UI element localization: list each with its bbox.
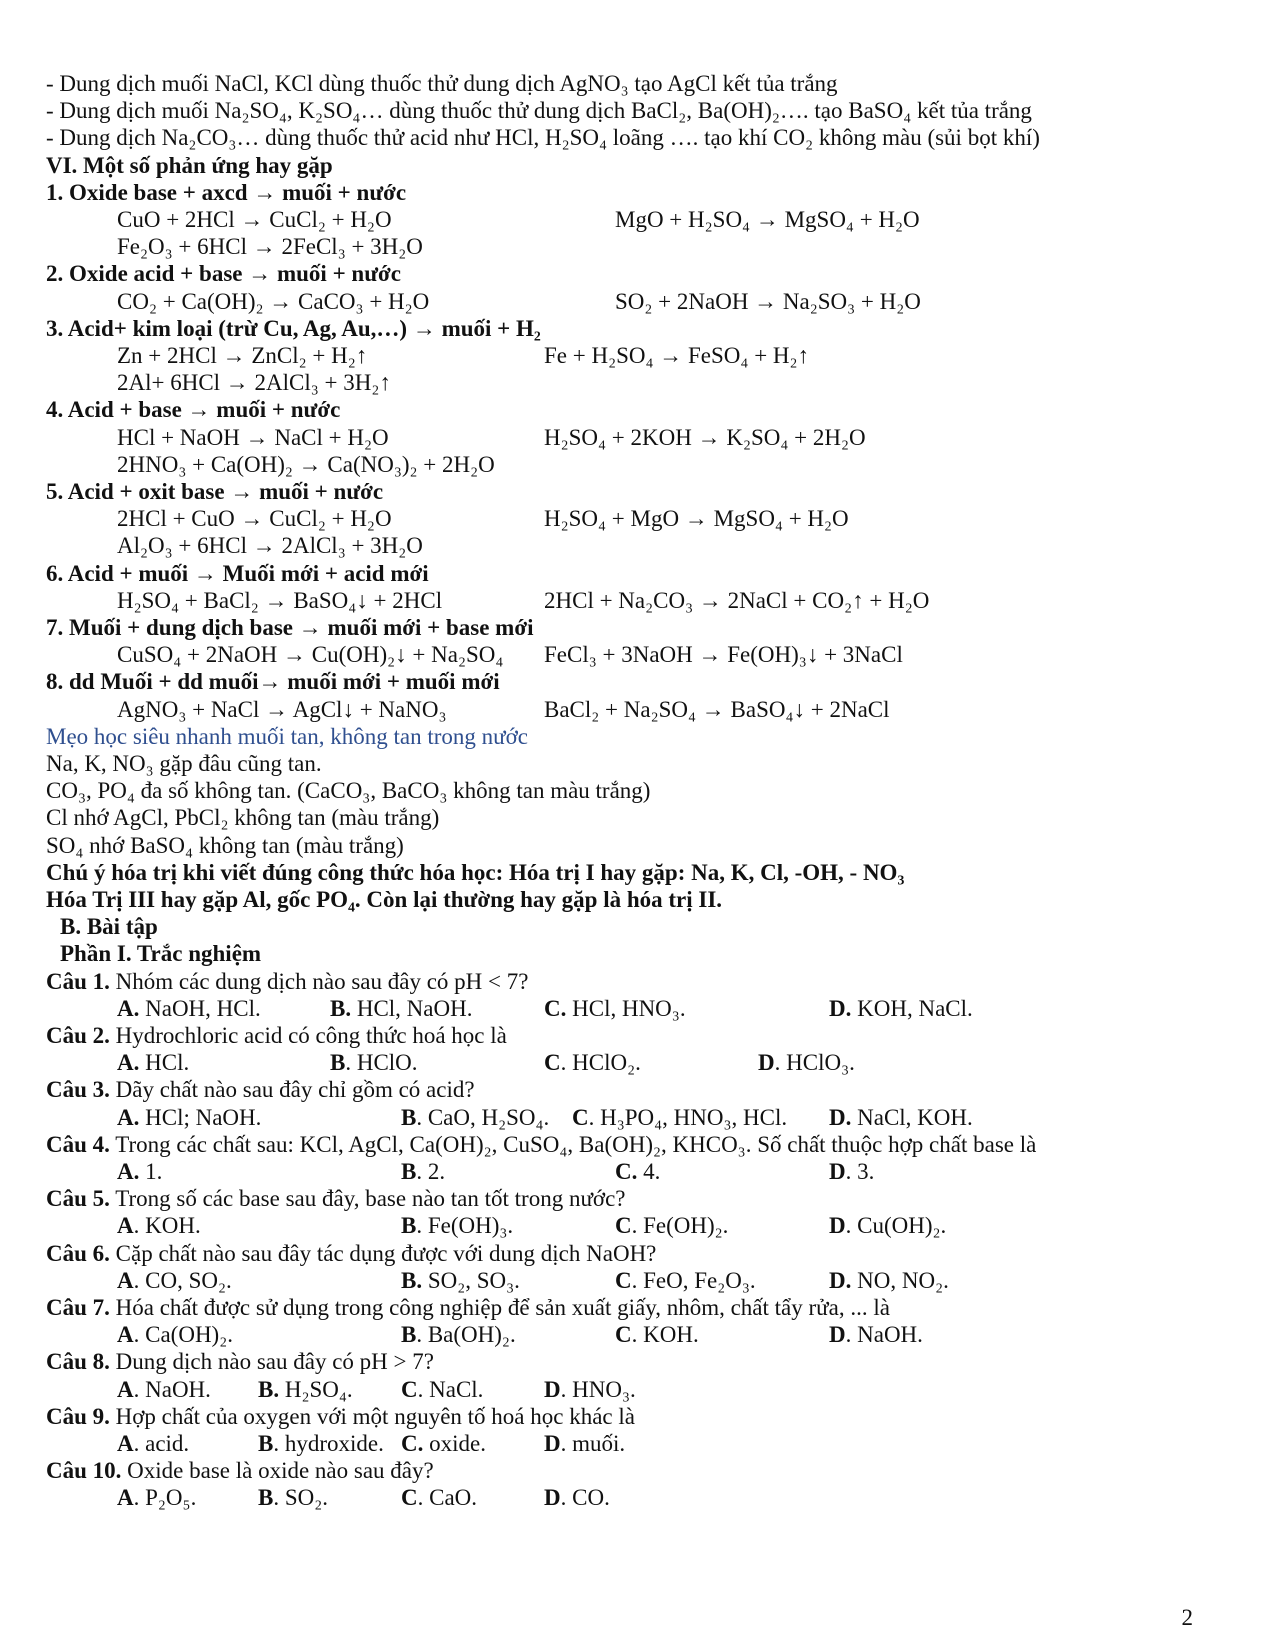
option-letter: C [615,1267,632,1293]
tip-line: Cl nhớ AgCl, PbCl₂ không tan (màu trắng) [46,805,440,831]
valence-note: Chú ý hóa trị khi viết đúng công thức hóa học: Hóa trị I hay gặp: Na, K, Cl, -OH, - NO₃ [46,859,905,885]
answer-option [117,1267,232,1295]
option-text: . HClO. [345,1050,418,1076]
option-letter: A. [117,995,140,1021]
equation: Fe₂O₃ + 6HCl → 2FeCl₃ + 3H₂O [117,234,423,260]
option-text: . acid. [133,1431,190,1456]
option-letter: B. [258,1376,280,1402]
intro-line: - Dung dịch muối Na₂SO₄, K₂SO₄… dùng thuốc thử dung dịch BaCl₂, Ba(OH)₂…. tạo BaSO₄ kết tủa trắng [46,98,1032,124]
option-letter: D [544,1376,561,1402]
option-letter: D [544,1485,561,1511]
option-text: oxide. [423,1431,486,1456]
question-number: Câu 6. [46,1240,110,1266]
answer-option [758,1049,855,1077]
answer-option [829,1321,923,1349]
answer-option [544,995,686,1023]
option-text: . Ba(OH)₂. [416,1322,516,1348]
question-number: Câu 8. [46,1349,110,1375]
option-letter: D. [829,995,852,1021]
option-text: . CaO, H₂SO₄. [416,1104,550,1130]
option-letter: D. [829,1267,852,1293]
option-letter: C [401,1485,418,1511]
option-text: . 3. [845,1159,875,1184]
question-text: Nhóm các dung dịch nào sau đây có pH < 7? [109,968,529,994]
question-stem [46,1457,434,1485]
equation: 2HCl + Na₂CO₃ → 2NaCl + CO₂↑ + H₂O [544,587,930,613]
option-text: . NaCl. [417,1376,484,1402]
reaction-title: 3. Acid+ kim loại (trừ Cu, Ag, Au,…) → muối + H₂ [46,315,541,341]
answer-option [544,1376,636,1404]
option-letter: C [615,1213,632,1239]
option-letter: C. [401,1431,424,1456]
option-text: . P₂O₅. [133,1485,197,1511]
reaction-title: 4. Acid + base → muối + nước [46,397,341,423]
part-heading: Phần I. Trắc nghiệm [60,941,262,967]
equation: BaCl₂ + Na₂SO₄ → BaSO₄↓ + 2NaCl [544,696,890,722]
option-letter: A [117,1431,134,1456]
option-text: . HClO₂. [560,1050,641,1076]
option-text: . CaO. [417,1485,478,1511]
answer-option [829,1267,949,1295]
question-stem [46,1022,507,1050]
equation: MgO + H₂SO₄ → MgSO₄ + H₂O [615,207,920,232]
answer-option [330,995,472,1023]
option-letter: B. [401,1267,423,1293]
option-letter: A. [117,1104,140,1130]
option-letter: A. [117,1050,140,1076]
option-letter: C. [544,995,567,1021]
tip-line: CO₃, PO₄ đa số không tan. (CaCO₃, BaCO₃ không tan màu trắng) [46,778,651,804]
equation: 2HCl + CuO → CuCl₂ + H₂O [117,506,392,532]
answer-option [829,995,973,1023]
option-letter: A [117,1376,134,1402]
question-stem [46,1131,1036,1159]
option-text: . muối. [560,1431,626,1456]
option-letter: A [117,1485,134,1511]
question-text: Dãy chất nào sau đây chỉ gồm có acid? [109,1077,475,1103]
section-heading: VI. Một số phản ứng hay gặp [46,152,333,178]
option-letter: B [401,1104,417,1130]
answer-option [401,1484,477,1512]
option-letter: D [758,1050,775,1076]
question-text: Oxide base là oxide nào sau đây? [121,1458,434,1484]
option-letter: A. [117,1159,140,1184]
tip-line: SO₄ nhớ BaSO₄ không tan (màu trắng) [46,832,404,858]
option-text: . CO, SO₂. [133,1267,232,1293]
question-number: Câu 2. [46,1023,110,1048]
question-number: Câu 3. [46,1077,110,1103]
question-stem [46,1294,890,1322]
option-text: HCl, NaOH. [351,995,473,1021]
equation: SO₂ + 2NaOH → Na₂SO₃ + H₂O [615,288,921,314]
page-number: 2 [1181,1605,1193,1630]
option-letter: B [401,1322,417,1348]
option-letter: B [401,1213,417,1239]
option-letter: B [330,1050,346,1076]
answer-option [117,995,261,1023]
equation: CuO + 2HCl → CuCl₂ + H₂O [117,207,392,232]
answer-option [401,1158,445,1186]
question-number: Câu 7. [46,1295,110,1320]
equation: AgNO₃ + NaCl → AgCl↓ + NaNO₃ [117,696,447,722]
option-text: . Fe(OH)₃. [416,1213,514,1239]
option-text: NaOH, HCl. [139,995,261,1021]
option-text: . 2. [416,1159,446,1184]
question-number: Câu 10. [46,1458,122,1484]
option-text: 1. [139,1159,163,1184]
answer-option [829,1212,946,1240]
question-number: Câu 4. [46,1131,110,1157]
answer-option [117,1376,211,1404]
option-text: H₂SO₄. [279,1376,353,1402]
question-number: Câu 5. [46,1186,110,1212]
section-b-heading: B. Bài tập [60,914,158,940]
question-text: Trong số các base sau đây, base nào tan tốt trong nước? [109,1186,626,1212]
option-text: 4. [637,1159,661,1184]
option-text: HCl. [139,1050,190,1076]
option-text: . Ca(OH)₂. [133,1322,233,1348]
answer-option [117,1049,189,1077]
question-stem [46,1076,475,1104]
answer-option [401,1104,549,1132]
answer-option [615,1267,756,1295]
answer-option [615,1212,728,1240]
equation: HCl + NaOH → NaCl + H₂O [117,424,389,450]
question-stem [46,1403,635,1431]
reaction-title: 6. Acid + muối → Muối mới + acid mới [46,560,429,586]
answer-option [544,1484,610,1512]
option-letter: C [544,1050,561,1076]
option-text: HCl; NaOH. [139,1104,262,1130]
option-letter: D [829,1213,846,1239]
answer-option [401,1430,486,1458]
option-letter: B [401,1159,417,1184]
option-text: SO₂, SO₃. [422,1267,520,1293]
option-text: . hydroxide. [273,1431,384,1456]
option-letter: C [572,1104,589,1130]
question-text: Hợp chất của oxygen với một nguyên tố hoá học khác là [109,1403,635,1429]
question-text: Dung dịch nào sau đây có pH > 7? [109,1349,434,1375]
option-text: NaCl, KOH. [851,1104,973,1130]
option-letter: A [117,1322,134,1348]
answer-option [401,1267,520,1295]
answer-option [829,1158,874,1186]
valence-note: Hóa Trị III hay gặp Al, gốc PO₄. Còn lại thường hay gặp là hóa trị II. [46,887,723,912]
answer-option [117,1484,196,1512]
option-text: . KOH. [631,1322,699,1348]
option-text: . NaOH. [845,1322,923,1348]
reaction-title: 8. dd Muối + dd muối→ muối mới + muối mới [46,669,500,695]
option-letter: D [829,1159,846,1184]
answer-option [615,1158,660,1186]
equation: FeCl₃ + 3NaOH → Fe(OH)₃↓ + 3NaCl [544,642,903,668]
reaction-title: 1. Oxide base + axcd → muối + nước [46,179,407,205]
question-stem [46,968,528,996]
option-text: . SO₂. [273,1485,329,1511]
equation: Al₂O₃ + 6HCl → 2AlCl₃ + 3H₂O [117,533,423,559]
intro-line: - Dung dịch Na₂CO₃… dùng thuốc thử acid như HCl, H₂SO₄ loãng …. tạo khí CO₂ không màu (sủi bọt khí) [46,125,1040,151]
answer-option [401,1321,516,1349]
answer-option [117,1430,189,1458]
answer-option [258,1430,384,1458]
option-letter: C [401,1376,418,1402]
answer-option [330,1049,418,1077]
option-letter: B [258,1485,274,1511]
option-text: KOH, NaCl. [851,995,973,1021]
answer-option [117,1104,261,1132]
option-text: . HNO₃. [560,1376,636,1402]
tips-title: Mẹo học siêu nhanh muối tan, không tan trong nước [46,723,528,749]
answer-option [117,1158,162,1186]
question-text: Trong các chất sau: KCl, AgCl, Ca(OH)₂, CuSO₄, Ba(OH)₂, KHCO₃. Số chất thuộc hợp chất base là [109,1131,1037,1157]
question-stem [46,1185,626,1213]
option-letter: C. [615,1159,638,1184]
answer-option [258,1484,328,1512]
equation: 2Al+ 6HCl → 2AlCl₃ + 3H₂↑ [117,370,391,396]
equation: H₂SO₄ + BaCl₂ → BaSO₄↓ + 2HCl [117,587,443,613]
option-letter: A [117,1213,134,1239]
option-letter: D [544,1431,561,1456]
equation: CO₂ + Ca(OH)₂ → CaCO₃ + H₂O [117,288,430,314]
option-letter: B. [330,995,352,1021]
answer-option [117,1212,201,1240]
question-stem [46,1240,656,1268]
option-letter: B [258,1431,274,1456]
answer-option [258,1376,353,1404]
reaction-title: 7. Muối + dung dịch base → muối mới + base mới [46,615,534,640]
equation: H₂SO₄ + 2KOH → K₂SO₄ + 2H₂O [544,424,866,450]
question-text: Cặp chất nào sau đây tác dụng được với dung dịch NaOH? [109,1240,657,1266]
option-text: NO, NO₂. [851,1267,949,1293]
intro-line: - Dung dịch muối NaCl, KCl dùng thuốc thử dung dịch AgNO₃ tạo AgCl kết tủa trắng [46,71,838,96]
option-letter: C [615,1322,632,1348]
option-letter: D [829,1322,846,1348]
question-number: Câu 1. [46,968,110,994]
equation: CuSO₄ + 2NaOH → Cu(OH)₂↓ + Na₂SO₄ [117,642,504,668]
equation: Zn + 2HCl → ZnCl₂ + H₂↑ [117,343,368,368]
question-number: Câu 9. [46,1403,110,1429]
tip-line: Na, K, NO₃ gặp đâu cũng tan. [46,751,322,776]
equation: H₂SO₄ + MgO → MgSO₄ + H₂O [544,506,849,532]
answer-option [615,1321,699,1349]
question-text: Hydrochloric acid có công thức hoá học là [109,1023,507,1048]
answer-option [117,1321,233,1349]
answer-option [401,1212,513,1240]
answer-option [544,1430,625,1458]
answer-option [544,1049,641,1077]
reaction-title: 2. Oxide acid + base → muối + nước [46,261,401,287]
option-text: . Cu(OH)₂. [845,1213,947,1239]
answer-option [829,1104,973,1132]
option-text: . HClO₃. [774,1050,855,1076]
option-text: . KOH. [133,1213,201,1239]
option-text: . CO. [560,1485,610,1511]
question-text: Hóa chất được sử dụng trong công nghiệp để sản xuất giấy, nhôm, chất tẩy rửa, ... là [109,1295,890,1320]
option-text: . NaOH. [133,1376,211,1402]
equation: 2HNO₃ + Ca(OH)₂ → Ca(NO₃)₂ + 2H₂O [117,451,495,477]
option-text: . FeO, Fe₂O₃. [631,1267,756,1293]
question-stem [46,1348,434,1376]
answer-option [572,1104,787,1132]
answer-option [401,1376,483,1404]
option-text: . H₃PO₄, HNO₃, HCl. [588,1104,788,1130]
equation: Fe + H₂SO₄ → FeSO₄ + H₂↑ [544,343,810,368]
option-letter: A [117,1267,134,1293]
option-letter: D. [829,1104,852,1130]
option-text: . Fe(OH)₂. [631,1213,729,1239]
option-text: HCl, HNO₃. [566,995,686,1021]
reaction-title: 5. Acid + oxit base → muối + nước [46,479,384,504]
